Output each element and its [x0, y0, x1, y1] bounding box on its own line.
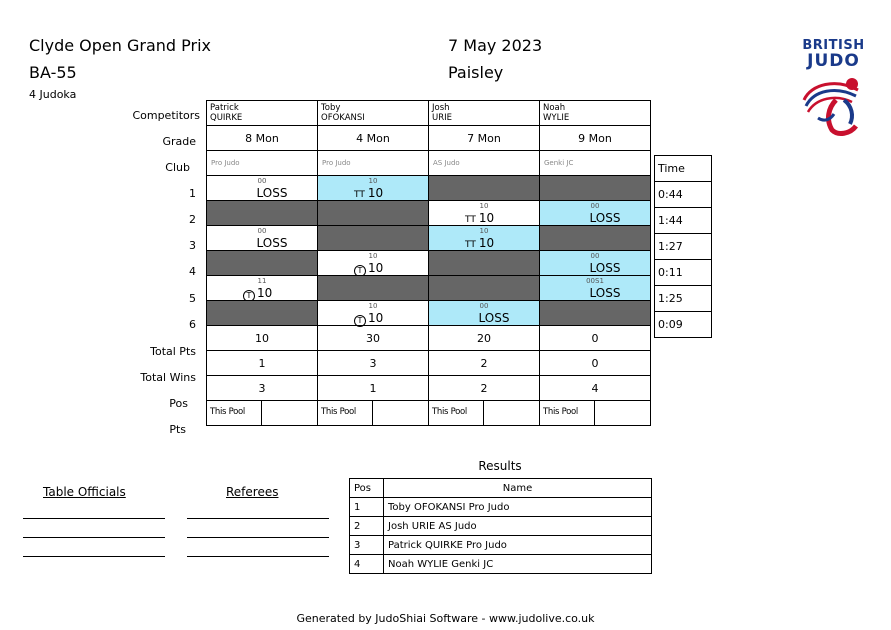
this-pool-label: This Pool [207, 401, 262, 425]
match-cell [429, 301, 540, 326]
this-pool-label: This Pool [540, 401, 595, 425]
match-cell [207, 176, 318, 201]
match-row [207, 251, 651, 276]
osaekomi-icon: T [354, 265, 366, 277]
match-num-5: 5 [189, 292, 196, 305]
pts-cell [318, 401, 429, 426]
total-pts-cell: 10 [207, 326, 318, 351]
event-title: Clyde Open Grand Prix [29, 36, 212, 55]
first-name: Noah [543, 103, 566, 113]
competitor-name [318, 101, 429, 126]
total-pts-cell: 20 [429, 326, 540, 351]
match-row [207, 201, 651, 226]
category-title: BA-55 [29, 63, 77, 82]
grade-cell: 9 Mon [540, 126, 651, 151]
result-value: LOSS [589, 211, 621, 225]
result-value: LOSS [589, 286, 621, 300]
event-date: 7 May 2023 [448, 36, 543, 55]
label-grade: Grade [162, 135, 196, 148]
first-name: Patrick [210, 103, 239, 113]
british-judo-logo [796, 38, 871, 144]
result-value: 10 [257, 286, 273, 300]
competitor-row [207, 101, 651, 126]
signature-line [187, 537, 329, 538]
match-time: 1:44 [655, 208, 712, 234]
logo-line1: BRITISH [802, 38, 865, 53]
club-cell: Pro Judo [318, 151, 429, 176]
match-result [540, 261, 650, 275]
match-result [354, 186, 383, 200]
match-cell [429, 251, 540, 276]
last-name: QUIRKE [210, 113, 243, 123]
match-score: 10 [479, 202, 489, 210]
judoka-logo-icon [796, 70, 871, 140]
result-name: Noah WYLIE Genki JC [384, 555, 652, 574]
match-time: 1:27 [655, 234, 712, 260]
label-club: Club [165, 161, 190, 174]
label-competitors: Competitors [132, 109, 200, 122]
ippon-icon: TT [465, 215, 476, 225]
signature-line [187, 518, 329, 519]
label-pts: Pts [169, 423, 186, 436]
match-cell [540, 201, 651, 226]
first-name: Toby [321, 103, 341, 113]
match-score: 11 [257, 277, 267, 285]
ippon-icon: TT [354, 190, 365, 200]
result-value: 10 [478, 236, 495, 250]
result-pos: 4 [350, 555, 384, 574]
match-score: 10 [479, 227, 489, 235]
total-wins-cell: 0 [540, 351, 651, 376]
match-cell [540, 251, 651, 276]
match-num-6: 6 [189, 318, 196, 331]
match-result [540, 286, 650, 300]
match-time: 0:44 [655, 182, 712, 208]
label-pos: Pos [169, 397, 188, 410]
match-cell [540, 276, 651, 301]
match-cell [207, 276, 318, 301]
match-score: 00 [257, 177, 267, 185]
result-value: LOSS [256, 186, 288, 200]
match-cell [540, 226, 651, 251]
match-cell [540, 176, 651, 201]
match-cell [318, 301, 429, 326]
match-result [207, 186, 317, 200]
club-cell: Genki JC [540, 151, 651, 176]
pts-cell [429, 401, 540, 426]
result-value: LOSS [589, 261, 621, 275]
table-officials-title: Table Officials [43, 485, 126, 499]
match-result [465, 211, 494, 225]
label-total-wins: Total Wins [140, 371, 196, 384]
match-score: 00 [590, 202, 600, 210]
results-col-pos: Pos [350, 479, 384, 498]
match-cell [318, 226, 429, 251]
club-cell: AS Judo [429, 151, 540, 176]
match-result [207, 236, 317, 250]
time-column [654, 155, 712, 338]
result-name: Josh URIE AS Judo [384, 517, 652, 536]
results-row [350, 498, 652, 517]
match-time: 0:11 [655, 260, 712, 286]
match-time: 1:25 [655, 286, 712, 312]
pts-cell [540, 401, 651, 426]
result-value: LOSS [478, 311, 510, 325]
match-cell [429, 201, 540, 226]
match-score: 00 [590, 252, 600, 260]
club-row [207, 151, 651, 176]
results-row [350, 536, 652, 555]
match-cell [207, 201, 318, 226]
club-cell: Pro Judo [207, 151, 318, 176]
results-col-name: Name [384, 479, 652, 498]
pos-cell: 1 [318, 376, 429, 401]
this-pool-label: This Pool [429, 401, 484, 425]
match-num-4: 4 [189, 265, 196, 278]
results-table [349, 478, 652, 574]
grade-cell: 7 Mon [429, 126, 540, 151]
result-value: 10 [367, 186, 384, 200]
match-time: 0:09 [655, 312, 712, 338]
match-cell [429, 276, 540, 301]
match-num-3: 3 [189, 239, 196, 252]
results-header [350, 479, 652, 498]
match-num-2: 2 [189, 213, 196, 226]
result-value: 10 [368, 311, 384, 325]
signature-line [23, 518, 165, 519]
match-result [540, 211, 650, 225]
match-row [207, 276, 651, 301]
match-row [207, 301, 651, 326]
match-cell [318, 276, 429, 301]
grade-row [207, 126, 651, 151]
match-cell [318, 251, 429, 276]
total-wins-row [207, 351, 651, 376]
competitor-name [429, 101, 540, 126]
match-score: 00S1 [586, 277, 604, 285]
match-cell [207, 226, 318, 251]
total-wins-cell: 1 [207, 351, 318, 376]
match-row [207, 176, 651, 201]
total-wins-cell: 2 [429, 351, 540, 376]
result-name: Toby OFOKANSI Pro Judo [384, 498, 652, 517]
results-row [350, 555, 652, 574]
match-result [465, 236, 494, 250]
grade-cell: 4 Mon [318, 126, 429, 151]
result-name: Patrick QUIRKE Pro Judo [384, 536, 652, 555]
pos-cell: 2 [429, 376, 540, 401]
result-value: 10 [478, 211, 495, 225]
result-pos: 3 [350, 536, 384, 555]
ippon-icon: TT [465, 240, 476, 250]
match-num-1: 1 [189, 187, 196, 200]
match-cell [207, 301, 318, 326]
last-name: URIE [432, 113, 453, 123]
match-cell [318, 201, 429, 226]
match-cell [429, 176, 540, 201]
results-title: Results [478, 459, 522, 473]
pos-row [207, 376, 651, 401]
pos-cell: 3 [207, 376, 318, 401]
this-pool-label: This Pool [318, 401, 373, 425]
match-score: 00 [479, 302, 489, 310]
pos-cell: 4 [540, 376, 651, 401]
total-pts-cell: 30 [318, 326, 429, 351]
results-row [350, 517, 652, 536]
total-pts-cell: 0 [540, 326, 651, 351]
pool-grid [206, 100, 651, 426]
label-total-pts: Total Pts [150, 345, 196, 358]
referees-title: Referees [226, 485, 279, 499]
grade-cell: 8 Mon [207, 126, 318, 151]
logo-line2: JUDO [807, 51, 860, 71]
match-cell [540, 301, 651, 326]
match-score: 10 [368, 252, 378, 260]
total-wins-cell: 3 [318, 351, 429, 376]
match-cell [429, 226, 540, 251]
competitor-name [540, 101, 651, 126]
match-cell [207, 251, 318, 276]
match-score: 10 [368, 302, 378, 310]
osaekomi-icon: T [354, 315, 366, 327]
result-pos: 1 [350, 498, 384, 517]
match-result [429, 311, 539, 325]
total-pts-row [207, 326, 651, 351]
judoka-count: 4 Judoka [29, 88, 77, 101]
signature-line [23, 556, 165, 557]
osaekomi-icon: T [243, 290, 255, 302]
match-cell [318, 176, 429, 201]
time-header: Time [655, 156, 712, 182]
result-value: LOSS [256, 236, 288, 250]
signature-line [187, 556, 329, 557]
footer-text: Generated by JudoShiai Software - www.judolive.co.uk [296, 612, 595, 625]
match-score: 00 [257, 227, 267, 235]
result-pos: 2 [350, 517, 384, 536]
competitor-name [207, 101, 318, 126]
event-venue: Paisley [448, 63, 504, 82]
pts-row [207, 401, 651, 426]
last-name: WYLIE [543, 113, 570, 123]
result-value: 10 [368, 261, 384, 275]
match-score: 10 [368, 177, 378, 185]
first-name: Josh [432, 103, 450, 113]
last-name: OFOKANSI [321, 113, 365, 123]
pts-cell [207, 401, 318, 426]
match-row [207, 226, 651, 251]
signature-line [23, 537, 165, 538]
